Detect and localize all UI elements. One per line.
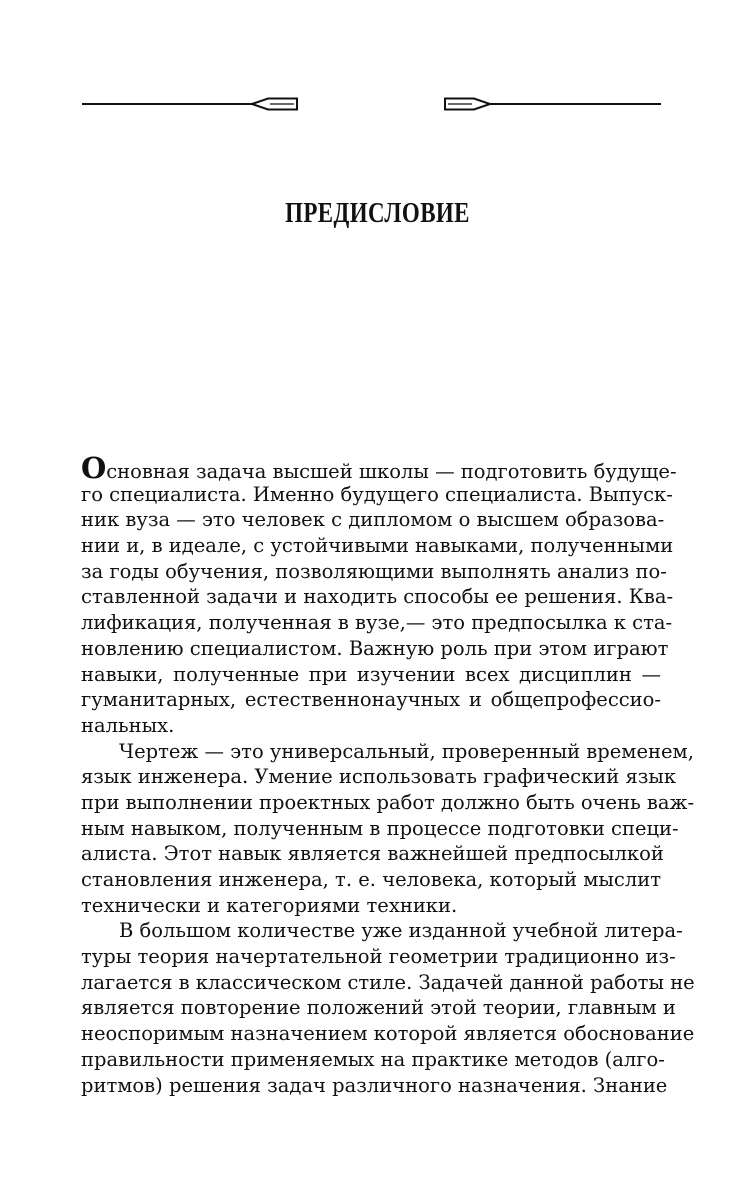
text-line: становления инженера, т. е. человека, который мыслит (81, 868, 661, 891)
text-line: язык инженера. Умение использовать графический язык (81, 765, 677, 789)
text-line: ник вуза — это человек с дипломом о высшем образова- (81, 508, 665, 532)
header-ornament (0, 94, 755, 114)
ornament-right-rule (445, 99, 661, 110)
text-line: лификация, полученная в вузе,— это предпосылка к ста- (81, 611, 673, 635)
text-line: неоспоримым назначением которой является обоснование (81, 1022, 695, 1046)
paragraph-2 (81, 739, 695, 919)
text-line: технически и категориями техники. (81, 893, 458, 917)
text-line: алиста. Этот навык является важнейшей предпосылкой (81, 842, 664, 866)
paragraph-1 (81, 451, 677, 739)
text-line: В большом количестве уже изданной учебной литера- (119, 919, 683, 943)
drop-cap: О (81, 451, 107, 485)
text-line: нальных. (81, 713, 175, 737)
text-line: при выполнении проектных работ должно быть очень важ- (81, 790, 695, 814)
text-line: ставленной задачи и находить способы ее решения. Ква- (81, 585, 674, 609)
text-line (81, 451, 677, 485)
page-title: ПРЕДИСЛОВИЕ (285, 198, 470, 229)
text-line: ным навыком, полученным в процессе подготовки специ- (81, 816, 679, 840)
text-line: ритмов) решения задач различного назначения. Знание (81, 1073, 668, 1097)
text-line: лагается в классическом стиле. Задачей данной работы не (81, 970, 695, 994)
text-line: туры теория начертательной геометрии традиционно из- (81, 945, 676, 969)
text-line: го специалиста. Именно будущего специалиста. Выпуск- (81, 482, 673, 506)
text-line: Чертеж — это универсальный, проверенный временем, (119, 739, 694, 763)
paragraph-3 (81, 918, 695, 1098)
text-line: гуманитарных, естественнонаучных и общепрофессио- (81, 688, 661, 712)
first-line-rest: сновная задача высшей школы — подготовить будуще- (106, 460, 677, 483)
ornament-left-rule (82, 99, 297, 110)
text-line: является повторение положений этой теории, главным и (81, 996, 676, 1020)
text-line: нии и, в идеале, с устойчивыми навыками, полученными (81, 534, 674, 558)
text-line: за годы обучения, позволяющими выполнять анализ по- (81, 559, 667, 583)
text-line: новлению специалистом. Важную роль при этом играют (81, 636, 669, 660)
text-line: правильности применяемых на практике методов (алго- (81, 1047, 665, 1071)
preface-body (81, 451, 695, 1098)
text-line: навыки, полученные при изучении всех дисциплин — (81, 662, 661, 686)
